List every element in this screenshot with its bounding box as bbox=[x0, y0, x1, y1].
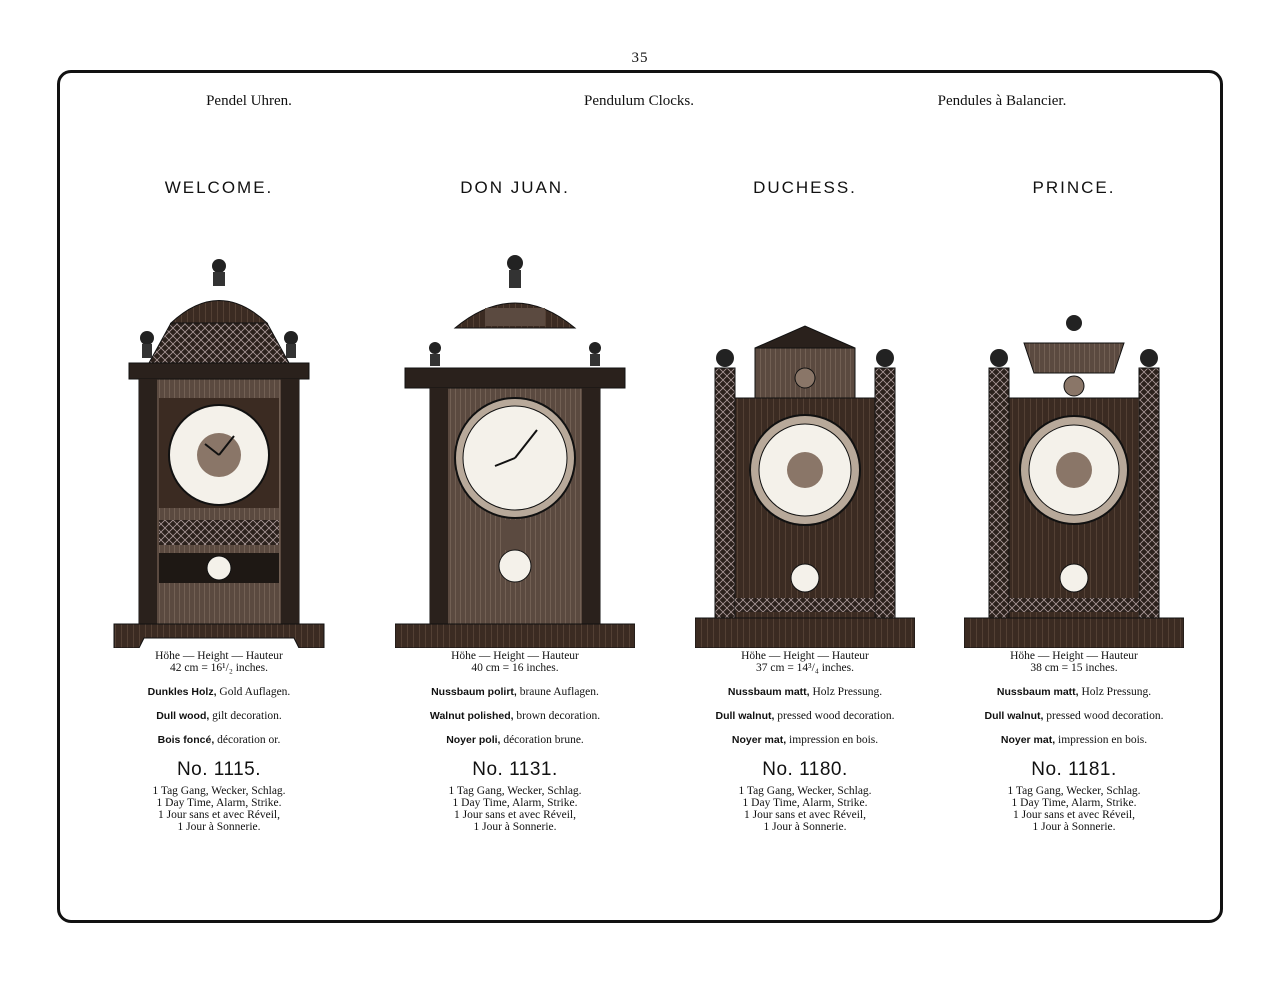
header-title-french: Pendules à Balancier. bbox=[937, 93, 1067, 109]
height-value: 38 cm = 15 inches. bbox=[1030, 662, 1118, 674]
description-french: Noyer mat, impression en bois. bbox=[731, 734, 879, 746]
feature-item: 1 Jour sans et avec Réveil, bbox=[158, 809, 280, 821]
clock-illustration bbox=[395, 208, 635, 648]
description-german: Nussbaum matt, Holz Pressung. bbox=[727, 686, 883, 698]
height-label: Höhe — Height — Hauteur bbox=[741, 650, 869, 662]
height-label: Höhe — Height — Hauteur bbox=[1010, 650, 1138, 662]
description-english: Dull walnut, pressed wood decoration. bbox=[984, 710, 1164, 722]
height-value: 42 cm = 16¹/₂ inches. bbox=[170, 662, 268, 674]
feature-item: 1 Day Time, Alarm, Strike. bbox=[1011, 797, 1137, 809]
clock-card-welcome bbox=[69, 178, 369, 833]
clock-illustration bbox=[109, 208, 329, 648]
description-french: Noyer poli, décoration brune. bbox=[446, 734, 584, 746]
clock-card-prince bbox=[924, 178, 1224, 833]
description-french: Bois foncé, décoration or. bbox=[157, 734, 281, 746]
model-number: No. 1131. bbox=[472, 759, 558, 780]
clock-card-duchess bbox=[655, 178, 955, 833]
feature-item: 1 Jour à Sonnerie. bbox=[177, 821, 261, 833]
model-number: No. 1115. bbox=[176, 759, 262, 780]
height-label: Höhe — Height — Hauteur bbox=[451, 650, 579, 662]
clock-name: PRINCE. bbox=[1032, 178, 1116, 197]
section-header bbox=[0, 93, 1280, 113]
clock-illustration bbox=[695, 208, 915, 648]
feature-item: 1 Jour sans et avec Réveil, bbox=[744, 809, 866, 821]
model-number: No. 1181. bbox=[1031, 759, 1117, 780]
height-label: Höhe — Height — Hauteur bbox=[155, 650, 283, 662]
clock-name: WELCOME. bbox=[164, 178, 274, 197]
feature-item: 1 Tag Gang, Wecker, Schlag. bbox=[448, 785, 582, 797]
feature-item: 1 Tag Gang, Wecker, Schlag. bbox=[152, 785, 286, 797]
feature-item: 1 Jour à Sonnerie. bbox=[1032, 821, 1116, 833]
clock-name: DUCHESS. bbox=[753, 178, 857, 197]
feature-item: 1 Jour à Sonnerie. bbox=[473, 821, 557, 833]
description-german: Nussbaum matt, Holz Pressung. bbox=[996, 686, 1152, 698]
feature-item: 1 Day Time, Alarm, Strike. bbox=[156, 797, 282, 809]
feature-item: 1 Tag Gang, Wecker, Schlag. bbox=[1007, 785, 1141, 797]
description-french: Noyer mat, impression en bois. bbox=[1000, 734, 1148, 746]
header-title-german: Pendel Uhren. bbox=[206, 93, 292, 109]
clock-card-don-juan bbox=[365, 178, 665, 833]
feature-item: 1 Jour à Sonnerie. bbox=[763, 821, 847, 833]
feature-list bbox=[924, 785, 1224, 833]
feature-item: 1 Jour sans et avec Réveil, bbox=[1013, 809, 1135, 821]
description-german: Nussbaum polirt, braune Auflagen. bbox=[431, 686, 599, 698]
description-english: Walnut polished, brown decoration. bbox=[429, 710, 601, 722]
height-value: 37 cm = 14³/₄ inches. bbox=[756, 662, 854, 674]
feature-list bbox=[655, 785, 955, 833]
feature-item: 1 Tag Gang, Wecker, Schlag. bbox=[738, 785, 872, 797]
clock-illustration bbox=[964, 208, 1184, 648]
feature-item: 1 Day Time, Alarm, Strike. bbox=[452, 797, 578, 809]
clock-name: DON JUAN. bbox=[460, 178, 570, 197]
description-english: Dull walnut, pressed wood decoration. bbox=[715, 710, 895, 722]
feature-list bbox=[365, 785, 665, 833]
feature-item: 1 Day Time, Alarm, Strike. bbox=[742, 797, 868, 809]
height-value: 40 cm = 16 inches. bbox=[471, 662, 559, 674]
description-german: Dunkles Holz, Gold Auflagen. bbox=[147, 686, 291, 698]
description-english: Dull wood, gilt decoration. bbox=[156, 710, 282, 722]
feature-item: 1 Jour sans et avec Réveil, bbox=[454, 809, 576, 821]
page-number: 35 bbox=[631, 50, 649, 66]
feature-list bbox=[69, 785, 369, 833]
header-title-english: Pendulum Clocks. bbox=[583, 93, 695, 109]
model-number: No. 1180. bbox=[762, 759, 848, 780]
